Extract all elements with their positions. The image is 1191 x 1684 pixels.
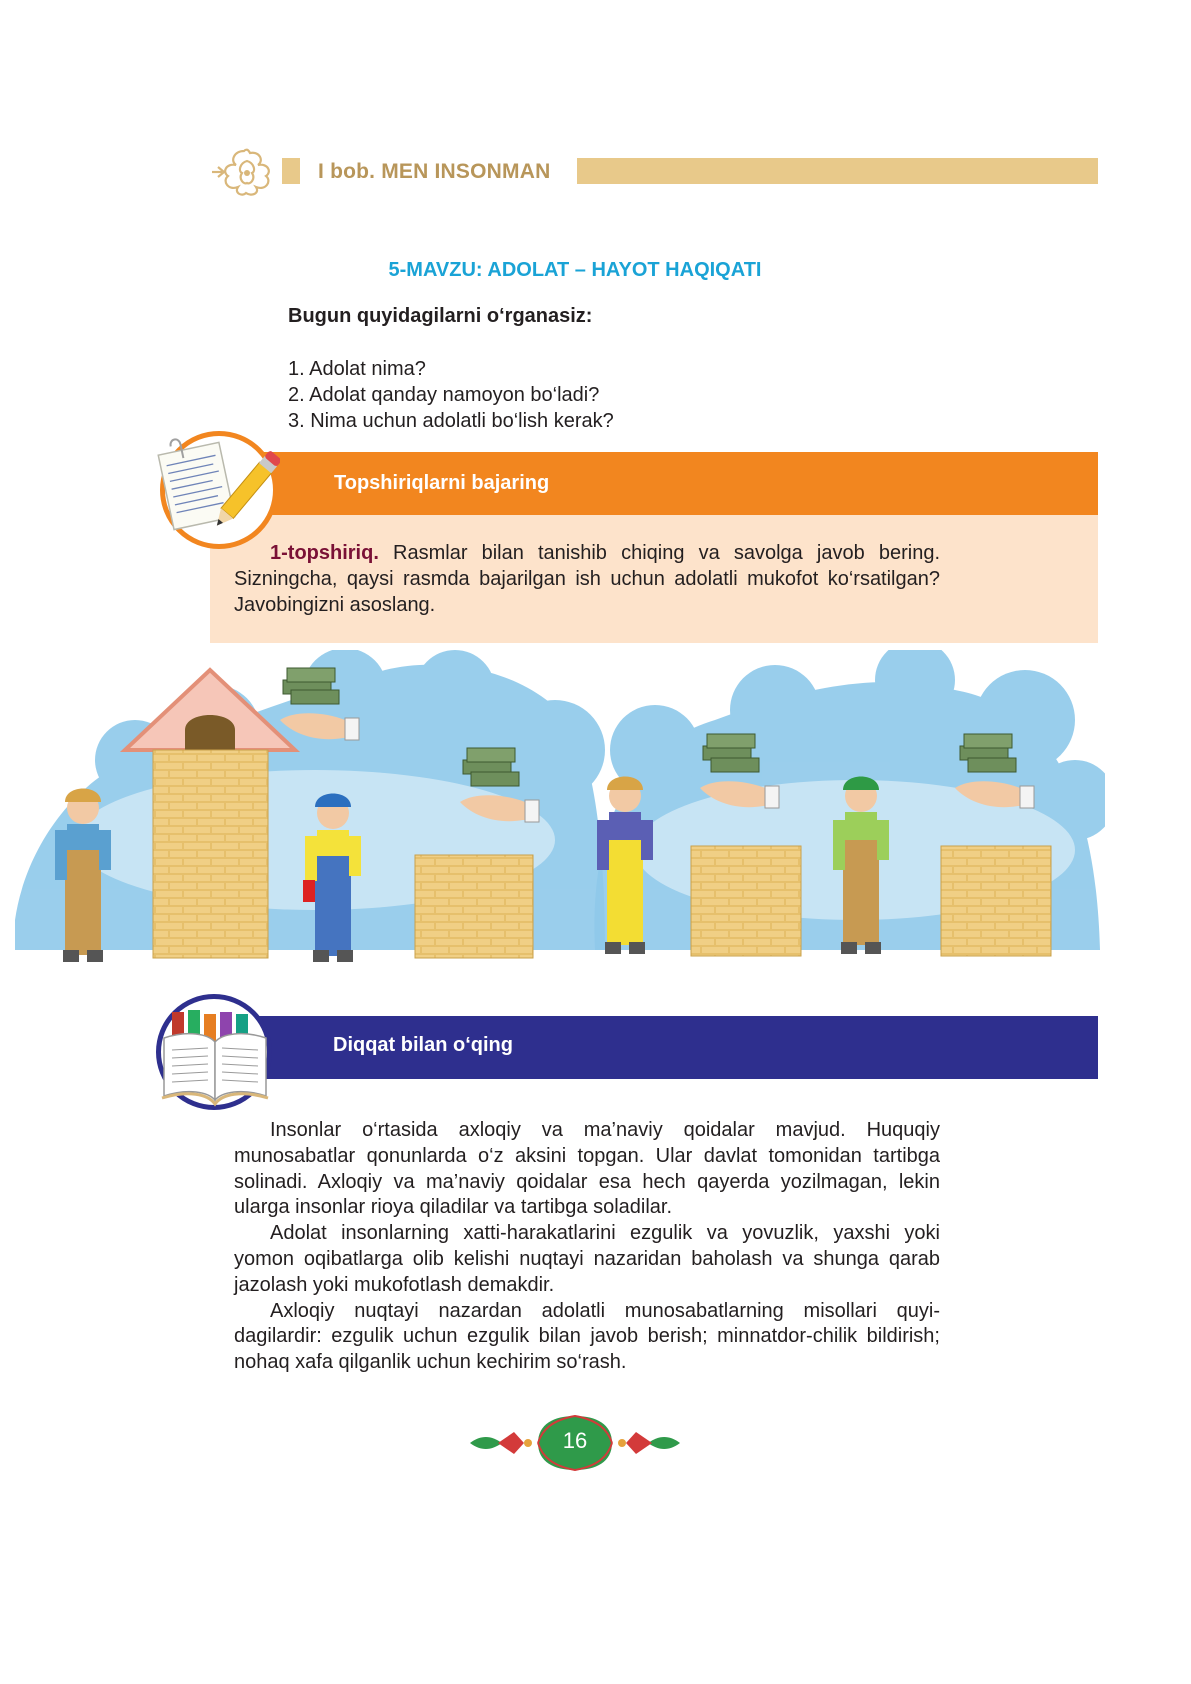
topic-title: 5-MAVZU: ADOLAT – HAYOT HAQIQATI xyxy=(388,259,762,281)
header-marker xyxy=(282,158,300,184)
money-stack xyxy=(463,748,519,786)
builders-reward-illustration xyxy=(15,650,1105,975)
learn-list xyxy=(288,356,614,434)
paragraph: Adolat insonlarning xatti-harakatlarini ezgulik va yovuzlik, yaxshi yoki yomon oqibatlarga olib kelishi nuqtayi nazaridan baholash va shunga qarab jazolash yoki mukofotlash demakdir. xyxy=(234,1222,940,1296)
header-bar xyxy=(577,158,1098,184)
money-stack xyxy=(283,668,339,704)
paragraph: Insonlar o‘rtasida axloqiy va ma’naviy qoidalar mavjud. Huquqiy munosabatlar qonunlarda o‘z aksini topgan. Ular davlat tomonidan tartibga solinadi. Axloqiy va ma’naviy qoidalar esa hech qayerda yozilmagan, lekin ularga insonlar rioya qiladilar va tartibga soladilar. xyxy=(234,1119,940,1219)
paragraph: Axloqiy nuqtayi nazardan adolatli munosabatlarning misollari quyi-dagilardir: ezgulik uchun ezgulik bilan javob berish; minnatdor-chilik bildirish; nohaq xafa qilganlik uchun kechirim so‘rash. xyxy=(234,1299,940,1374)
task-banner-label: Topshiriqlarni bajaring xyxy=(334,472,550,494)
money-stack xyxy=(703,734,759,772)
task-text xyxy=(234,540,940,618)
list-item: 1. Adolat nima? xyxy=(288,358,426,380)
task-number: 1-topshiriq. xyxy=(270,542,379,564)
chapter-title: I bob. MEN INSONMAN xyxy=(318,160,551,183)
read-banner-label: Diqqat bilan o‘qing xyxy=(333,1034,513,1056)
open-book-icon xyxy=(158,1008,273,1108)
header-ornament-icon xyxy=(208,143,278,201)
notepad-pencil-icon xyxy=(150,428,280,540)
learn-heading: Bugun quyidagilarni o‘rganasiz: xyxy=(288,305,593,327)
task-description: Rasmlar bilan tanishib chiqing va savolga javob bering. Sizningcha, qaysi rasmda bajarilgan ish uchun adolatli mukofot ko‘rsatilgan? Javobingizni asoslang. xyxy=(234,542,940,616)
reading-text xyxy=(234,1118,940,1376)
list-item: 2. Adolat qanday namoyon bo‘ladi? xyxy=(288,384,600,406)
list-item: 3. Nima uchun adolatli bo‘lish kerak? xyxy=(288,410,614,432)
money-stack xyxy=(960,734,1016,772)
page-number: 16 xyxy=(562,1428,588,1453)
